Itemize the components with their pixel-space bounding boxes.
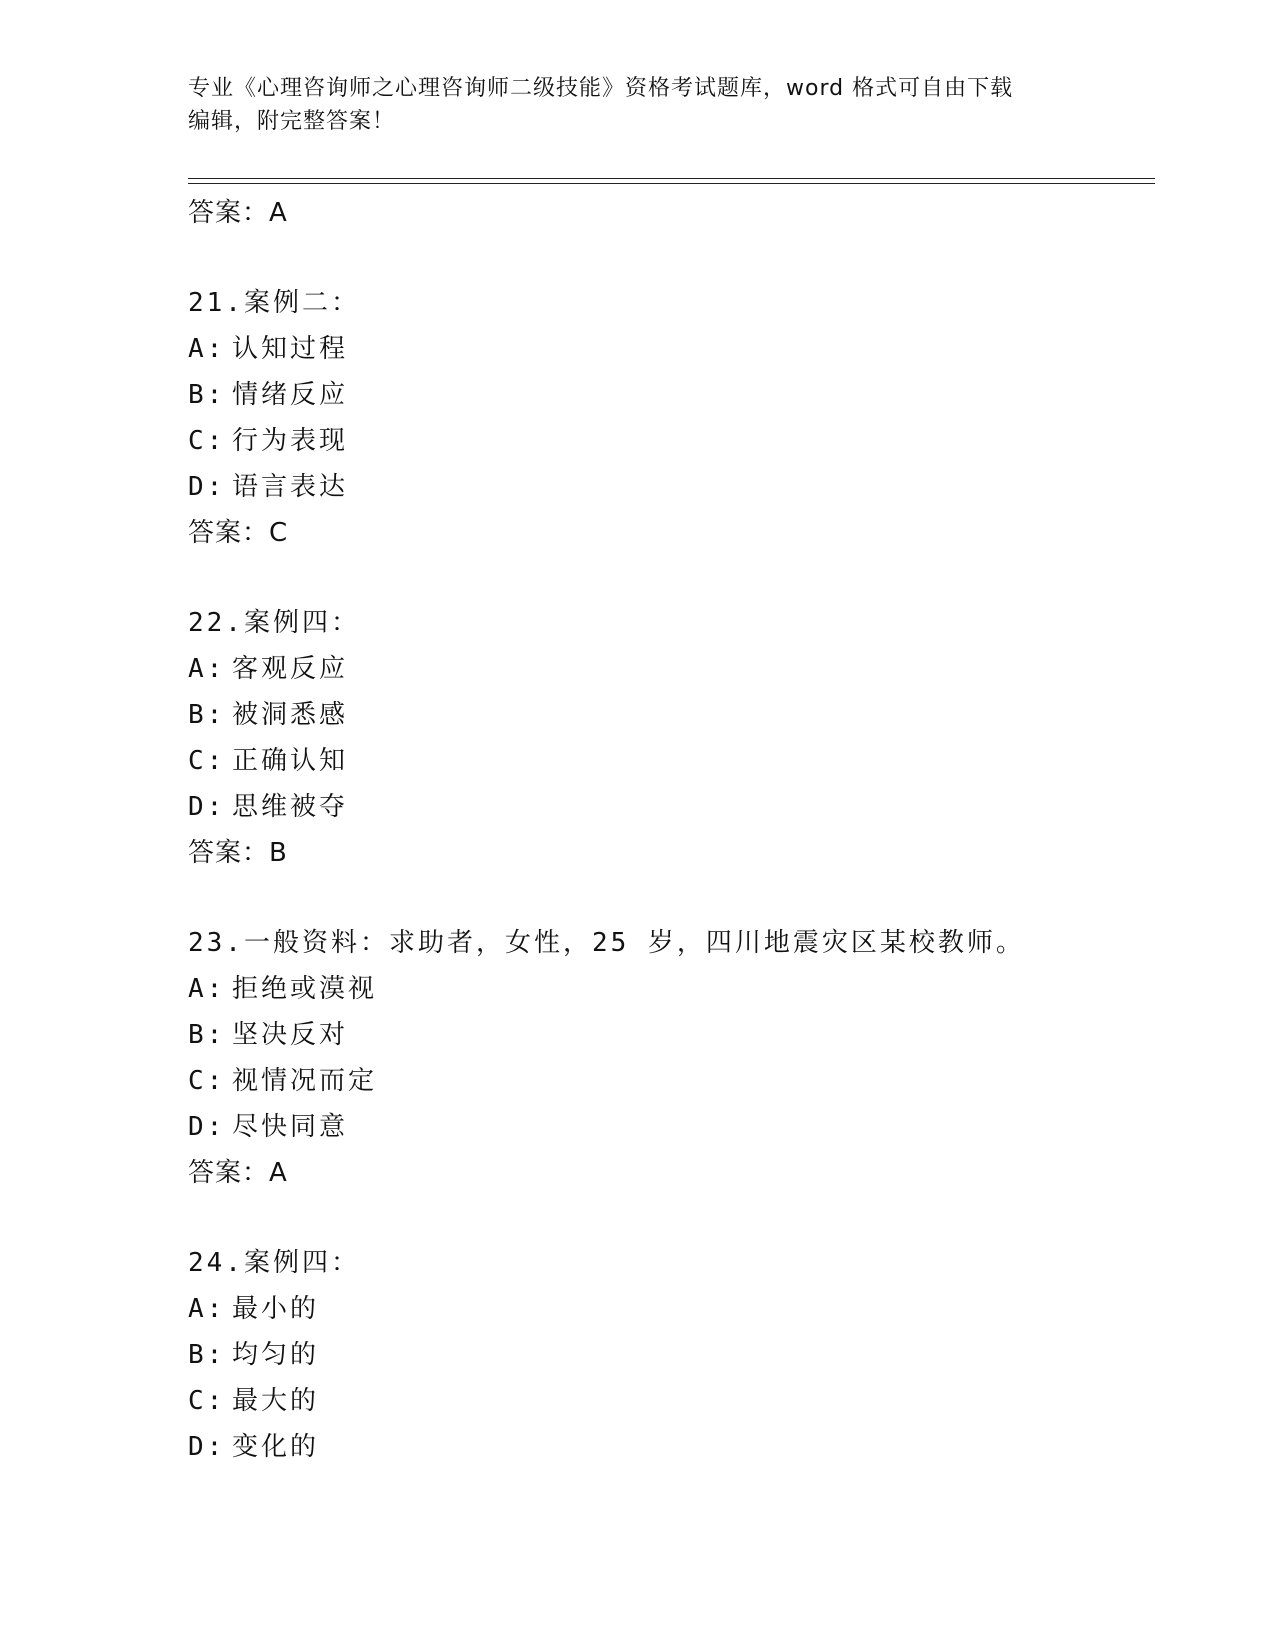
question-title: 21.案例二： bbox=[188, 288, 360, 318]
option-key: B: bbox=[188, 380, 226, 410]
question-list bbox=[188, 190, 1148, 1470]
option-text: 认知过程 bbox=[232, 334, 349, 364]
option-text: 行为表现 bbox=[232, 426, 349, 456]
option-key: C: bbox=[188, 1386, 226, 1416]
option-b bbox=[188, 372, 1148, 418]
option-key: A: bbox=[188, 974, 226, 1004]
option-text: 坚决反对 bbox=[232, 1020, 349, 1050]
option-text: 变化的 bbox=[232, 1432, 320, 1462]
option-text: 最大的 bbox=[232, 1386, 320, 1416]
option-a bbox=[188, 646, 1148, 692]
option-text: 视情况而定 bbox=[232, 1066, 378, 1096]
option-text: 正确认知 bbox=[232, 746, 349, 776]
question-21 bbox=[188, 280, 1148, 556]
option-d bbox=[188, 1424, 1148, 1470]
option-text: 被洞悉感 bbox=[232, 700, 349, 730]
option-d bbox=[188, 1104, 1148, 1150]
option-text: 拒绝或漠视 bbox=[232, 974, 378, 1004]
question-title: 23.一般资料：求助者，女性，25 岁，四川地震灾区某校教师。 bbox=[188, 928, 1025, 958]
question-24 bbox=[188, 1240, 1148, 1470]
option-c bbox=[188, 1378, 1148, 1424]
answer-line: 答案：A bbox=[188, 198, 288, 228]
option-text: 尽快同意 bbox=[232, 1112, 349, 1142]
option-c bbox=[188, 418, 1148, 464]
question-22 bbox=[188, 600, 1148, 876]
option-a bbox=[188, 966, 1148, 1012]
option-key: C: bbox=[188, 426, 226, 456]
header-line-1: 专业《心理咨询师之心理咨询师二级技能》资格考试题库，word 格式可自由下载 bbox=[188, 76, 1014, 101]
option-key: D: bbox=[188, 1432, 226, 1462]
answer-line: 答案：C bbox=[188, 518, 289, 548]
option-key: C: bbox=[188, 746, 226, 776]
option-b bbox=[188, 692, 1148, 738]
option-a bbox=[188, 326, 1148, 372]
header-divider-bottom bbox=[188, 183, 1155, 184]
option-text: 客观反应 bbox=[232, 654, 349, 684]
option-c bbox=[188, 738, 1148, 784]
option-key: D: bbox=[188, 472, 226, 502]
option-key: A: bbox=[188, 1294, 226, 1324]
option-d bbox=[188, 464, 1148, 510]
option-text: 语言表达 bbox=[232, 472, 349, 502]
document-header bbox=[188, 72, 1088, 138]
option-key: D: bbox=[188, 1112, 226, 1142]
option-key: B: bbox=[188, 1340, 226, 1370]
option-text: 均匀的 bbox=[232, 1340, 320, 1370]
option-key: D: bbox=[188, 792, 226, 822]
option-c bbox=[188, 1058, 1148, 1104]
option-key: B: bbox=[188, 1020, 226, 1050]
header-divider-top bbox=[188, 178, 1155, 179]
option-key: A: bbox=[188, 654, 226, 684]
answer-line: 答案：A bbox=[188, 1158, 288, 1188]
option-text: 最小的 bbox=[232, 1294, 320, 1324]
answer-line: 答案：B bbox=[188, 838, 288, 868]
option-a bbox=[188, 1286, 1148, 1332]
question-title: 24.案例四： bbox=[188, 1248, 360, 1278]
option-key: A: bbox=[188, 334, 226, 364]
question-title: 22.案例四： bbox=[188, 608, 360, 638]
option-b bbox=[188, 1332, 1148, 1378]
header-line-2: 编辑，附完整答案！ bbox=[188, 109, 396, 134]
option-d bbox=[188, 784, 1148, 830]
option-text: 情绪反应 bbox=[232, 380, 349, 410]
option-key: C: bbox=[188, 1066, 226, 1096]
option-text: 思维被夺 bbox=[232, 792, 349, 822]
option-key: B: bbox=[188, 700, 226, 730]
option-b bbox=[188, 1012, 1148, 1058]
question-23 bbox=[188, 920, 1148, 1196]
